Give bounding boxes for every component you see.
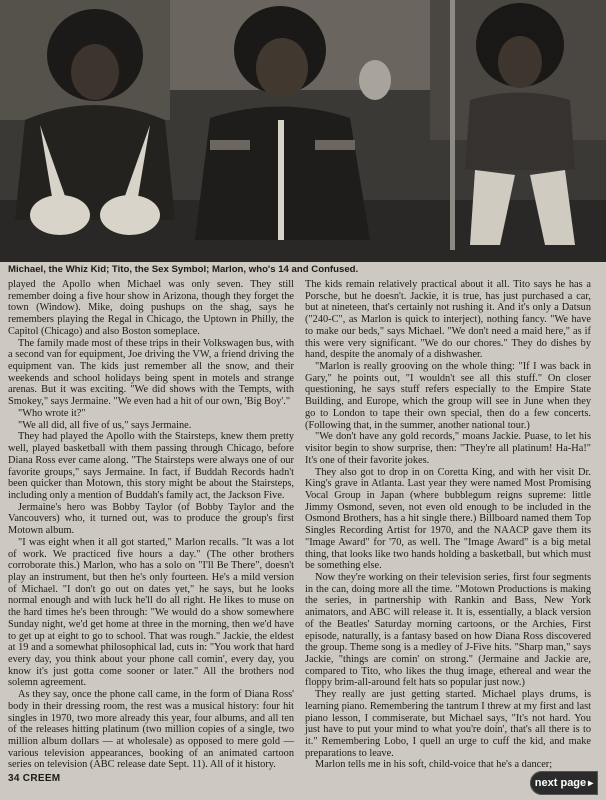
paragraph: "We all did, all five of us," says Jermaine.	[18, 419, 192, 431]
page-footer: 34 CREEM	[8, 773, 61, 784]
paragraph: The kids remain relatively practical about it all. Tito says he has a Porsche, but he doesn't. Jackie, it is true, has just purchased a car, but at nineteen, that's certainly not rushing it. And it's only a Datsun ("240-C", as Marlon is quick to interject), nothing fancy. "We have to make our beds," says Michael. "We don't need a maid here," as if this were very significant. "We do our chores." They do dishes by hand, despite the anomaly of a dishwasher.	[305, 279, 591, 361]
article-column-right	[305, 279, 591, 771]
photo	[0, 0, 606, 262]
paragraph: They also got to drop in on Coretta King, and with her visit Dr. King's grave in Atlanta. Last year they were named Most Promising Vocal Group in Japan (where bubblegum reigns supreme: little Jimmy Osmond, seven, not even old enough to be included in the Osmond Brothers, has a hit single there.) Billboard named them Top Singles Recording Artist for 1970, and the NAACP gave them its "Image Award" for '70, as well. The "Image Award" is a big metal thing, that looks like two hands holding a basketball, but which must be something else.	[305, 466, 591, 572]
paragraph: "Who wrote it?"	[18, 407, 86, 419]
paragraph: They had played the Apollo with the Stairsteps, knew them pretty well, played basketball with them passing through Chicago, before Diana Ross ever came along. "The Stairsteps were always one of our favorite groups," says Jermaine. In fact, if Buddah Records hadn't been quicker than Motown, this story might be about the Stairsteps, including only a mention of Buddah's family act, the Jackson Five.	[8, 431, 294, 501]
paragraph: Now they're working on their television series, first four segments in the can, doing more all the time. "Motown Productions is making the series, in partnership with Rankin and Bass, New York animators, and ABC will release it. It is, essentially, a black version of the Beatles' Saturday morning cartoons, or the Archies, First episode, naturally, is a fantasy based on how Diana Ross discovered the group. Theme song is a medley of J-Five hits. "Sharp man," says Jackie, "things are comin' on strong." (Jermaine and Jackie are, compared to Tito, who likes the thug image, ethereal and wear the floppy brim-all-around felt hats so popular just now.)	[305, 571, 591, 689]
paragraph: Marlon tells me in his soft, child-voice that he's a dancer;	[315, 759, 553, 771]
paragraph: "I was eight when it all got started," Marlon recalls. "It was a lot of work. We practiced five hours a day." (The other brothers corroborate this.) Marlon, who has a solo on "I'll Be There", doesn't play an instrument, but then he's only fourteen. He's a mild version of Michael. "I don't go out on dates yet," he says, but he looks normal enough and with luck he'll do all right. He likes to muse on the hard times he's been through: "We would do a show somewhere Sunday night, we'd get home at three in the morning, then we'd have to get up at eight to go to school. That was rough." Jackie, the eldest at 19 and a somewhat philosophical lad, cuts in: "You work that hard every day, you think about your phone call comin', every day, you know it's just gotta come sooner or later." All the brothers nod solemn agreement.	[8, 536, 294, 689]
paragraph: "We don't have any gold records," moans Jackie. Puase, to let his visitor begin to show surprise, then: "They're all platinum! Ha-Ha!" It's one of their favorite jokes.	[305, 431, 591, 466]
paragraph: They really are just getting started. Michael plays drums, is learning piano. Remembering the tantrum I threw at my first and last piano lesson, I commiserate, but Michael says, "It's not hard. You just have to put your mind to what you're doin', that's all there is to it." Remembering Lobo, I quell an urge to cuff the kid, and make preparations to leave.	[305, 689, 591, 759]
paragraph: The family made most of these trips in their Volkswagen bus, with a second van for equipment, Joe driving the VW, a friend driving the equipment van. The kids just remember all the snow, and their weekends and school holidays being spent in motels and strange arenas. But it was exciting. "We did shows with the Tempts, with Smokey," says Jermaine. "We even had a hit of our own, 'Big Boy'."	[8, 337, 294, 408]
next-page-label: next page	[534, 777, 587, 789]
paragraph: played the Apollo when Michael was only seven. They still remember doing a five hour show in Arizona, though they forget the town (Window). Mike, doing pushups on the shag, says he remembers playing the Regal in Chicago, the Uptown in Philly, the Capitol (Chicago) and also Boston someplace.	[8, 279, 294, 337]
paragraph: "Marlon is really grooving on the whole thing: "If I was back in Gary," he points out, "I wouldn't see all this stuff." On closer questioning, he says stuff refers especially to the Empire State Building, and Europe, which the group will see in June when they go to London to tape their own special, then do a few concerts. (Following that, in the summer, another national tour.)	[305, 361, 591, 431]
photo-caption: Michael, the Whiz Kid; Tito, the Sex Symbol; Marlon, who's 14 and Confused.	[8, 264, 359, 275]
photo-illustration	[0, 0, 606, 262]
paragraph: Jermaine's hero was Bobby Taylor (of Bobby Taylor and the Vancouvers) who, it turned out, was to produce the group's first Motown album.	[8, 501, 294, 537]
next-page-button[interactable]	[530, 771, 598, 795]
paragraph: As they say, once the phone call came, in the form of Diana Ross' body in their dressing room, the rest was a musical history: four hit singles in 1970, two more already this year, four albums, and all ten of the releases hitting platinum (two million copies of a single, two million album dollars — at wholesale) as opposed to mere gold — various television appearances, booking of an animated cartoon series on television (ABC release date Sept. 11). All of it history.	[8, 689, 294, 771]
arrow-right-icon: ▸	[588, 778, 594, 789]
article-column-left	[8, 279, 294, 771]
